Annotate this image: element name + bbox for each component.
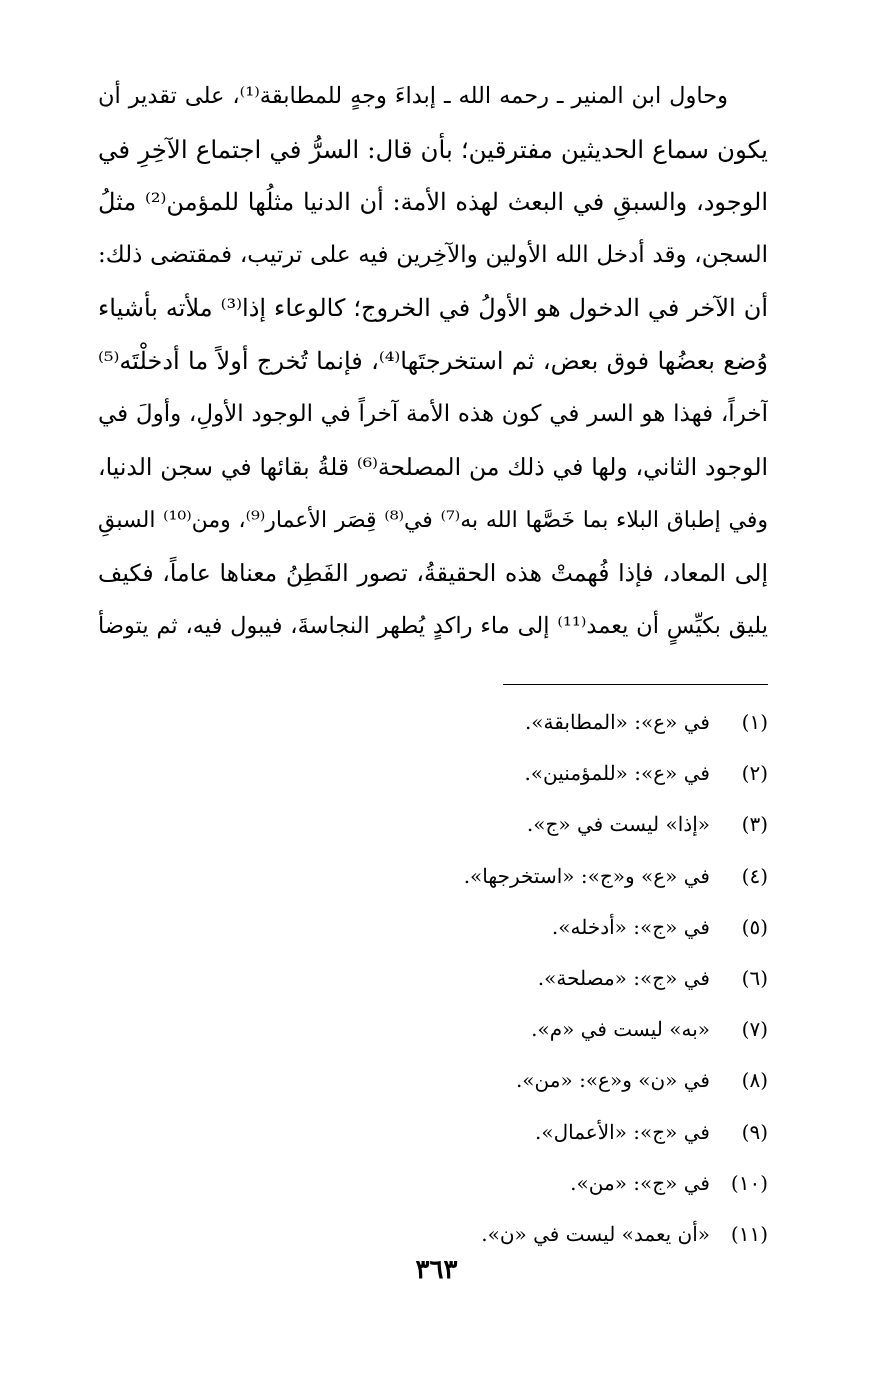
footnote-text: في «ج»: «الأعمال». bbox=[535, 1119, 710, 1144]
footnote-item bbox=[98, 1107, 768, 1158]
footnote-number: (٨) bbox=[741, 1068, 768, 1093]
footnote-text: في «ع» و«ج»: «استخرجها». bbox=[463, 863, 710, 888]
text-line: وحاول ابن المنير ـ رحمه الله ـ إبداءَ وجهٍ للمطابقة⁽¹⁾، على تقدير أن bbox=[98, 83, 728, 109]
footnote-text: «إذا» ليست في «ج». bbox=[526, 812, 710, 837]
footnote-item bbox=[98, 1004, 768, 1055]
footnote-item bbox=[98, 851, 768, 902]
footnote-item bbox=[98, 799, 768, 850]
footnotes-list bbox=[98, 697, 768, 1260]
footnote-separator bbox=[503, 684, 768, 685]
footnote-item bbox=[98, 953, 768, 1004]
footnote-item bbox=[98, 1158, 768, 1209]
footnote-item bbox=[98, 697, 768, 748]
footnote-text: في «ج»: «مصلحة». bbox=[537, 965, 710, 990]
footnote-text: في «ع»: «المطابقة». bbox=[524, 710, 710, 734]
text-line: وفي إطباق البلاء بما خَصَّها الله به⁽⁷⁾ في⁽⁸⁾ قِصَر الأعمار⁽⁹⁾، ومن⁽¹⁰⁾ السبقِ bbox=[98, 508, 768, 533]
footnote-text: في «ج»: «من». bbox=[570, 1170, 710, 1195]
text-line: السجن، وقد أدخل الله الأولين والآخِرين فيه على ترتيب، فمقتضى ذلك: bbox=[98, 242, 768, 268]
footnote-number: (٢) bbox=[741, 761, 768, 786]
footnote-number: (٦) bbox=[741, 965, 768, 990]
footnote-number: (١١) bbox=[730, 1221, 768, 1246]
text-line: إلى المعاد، فإذا فُهمتْ هذه الحقيقةُ، تصور الفَطِنُ معناها عاماً، فكيف bbox=[98, 559, 768, 587]
text-line: وُضع بعضُها فوق بعض، ثم استخرجتَها⁽⁴⁾، فإنما تُخرج أولاً ما أدخلْتَه⁽⁵⁾ bbox=[98, 347, 768, 375]
page-number: ٣٦٣ bbox=[415, 1255, 458, 1285]
footnote-text: في «ع»: «للمؤمنين». bbox=[524, 761, 710, 786]
text-line: الوجود الثاني، ولها في ذلك من المصلحة⁽⁶⁾ قلةُ بقائها في سجن الدنيا، bbox=[98, 453, 768, 481]
footnote-number: (٩) bbox=[741, 1119, 768, 1144]
text-line: يكون سماع الحديثين مفترقين؛ بأن قال: السرُّ في اجتماع الآخِرِ في bbox=[98, 135, 768, 164]
footnote-text: «أن يعمد» ليست في «ن». bbox=[481, 1221, 710, 1246]
footnote-number: (٤) bbox=[741, 863, 768, 888]
text-line: آخراً، فهذا هو السر في كون هذه الأمة آخراً في الوجود الأولِ، وأولَ في bbox=[98, 401, 768, 427]
footnote-item bbox=[98, 748, 768, 799]
footnote-number: (١) bbox=[741, 710, 768, 734]
text-line: يليق بكيِّسٍ أن يعمد⁽¹¹⁾ إلى ماء راكدٍ يُطهر النجاسةَ، فيبول فيه، ثم يتوضأ bbox=[98, 613, 768, 639]
footnote-item bbox=[98, 902, 768, 953]
footnote-text: «به» ليست في «م». bbox=[531, 1017, 710, 1042]
footnote-text: في «ن» و«ع»: «من». bbox=[515, 1068, 710, 1093]
footnote-number: (١٠) bbox=[730, 1170, 768, 1195]
footnote-item bbox=[98, 1209, 768, 1260]
footnote-number: (٧) bbox=[741, 1017, 768, 1042]
footnote-number: (٣) bbox=[741, 812, 768, 837]
text-line: أن الآخر في الدخول هو الأولُ في الخروج؛ كالوعاء إذا⁽³⁾ ملأته بأشياء bbox=[98, 294, 768, 322]
footnote-item bbox=[98, 1055, 768, 1106]
main-text bbox=[98, 70, 768, 653]
text-line: الوجود، والسبقِ في البعث لهذه الأمة: أن الدنيا مثلُها للمؤمن⁽²⁾ مثلُ bbox=[98, 188, 768, 216]
footnote-number: (٥) bbox=[741, 914, 768, 939]
footnote-text: في «ج»: «أدخله». bbox=[551, 914, 710, 939]
